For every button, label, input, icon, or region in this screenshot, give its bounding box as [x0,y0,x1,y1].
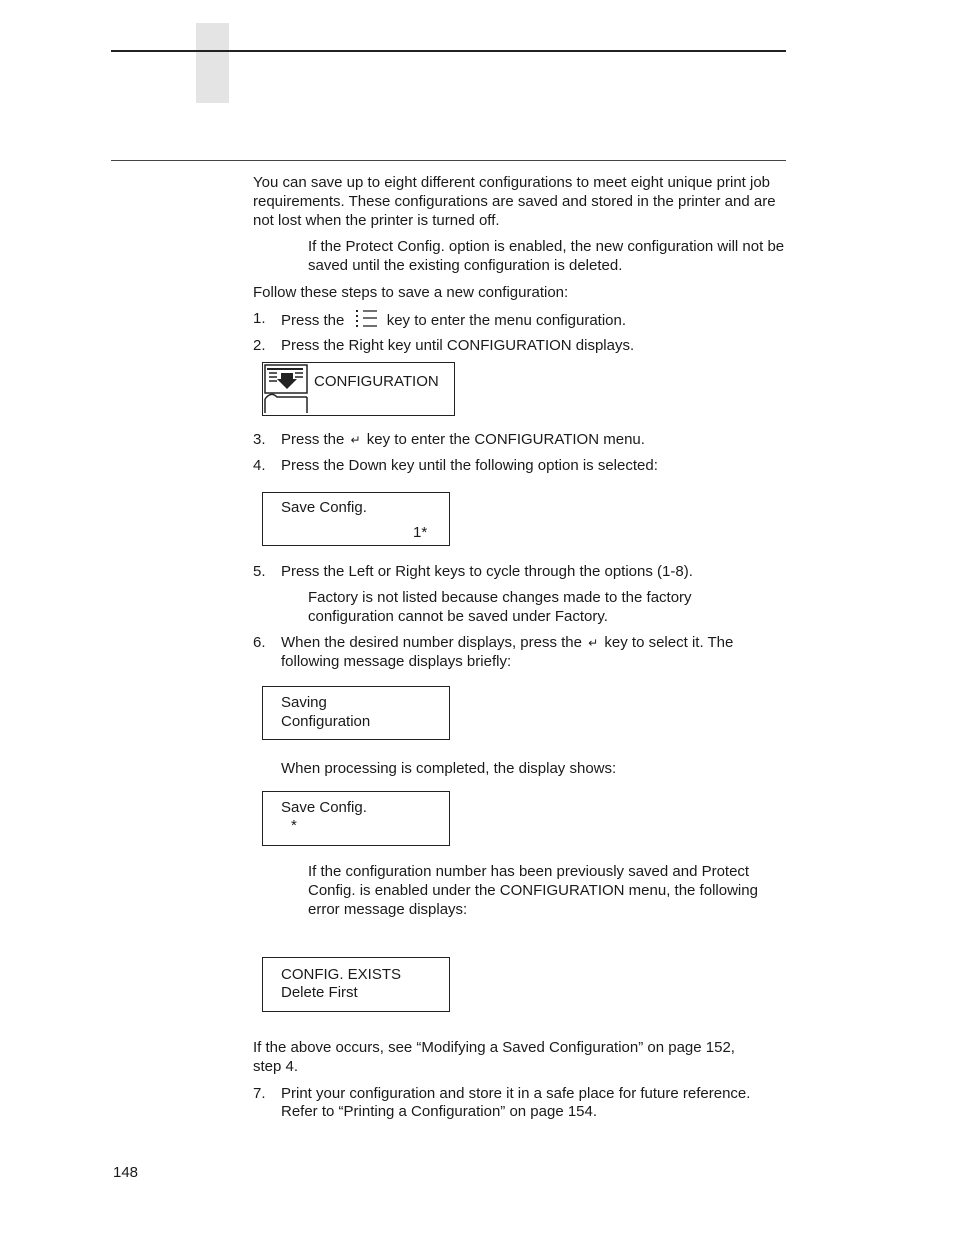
error-note: If the configuration number has been previously saved and Protect Config. is enabled under the CONFIGURATION menu, the following error message displays: [308,863,758,918]
step-1-after: key to enter the menu configuration. [386,312,627,329]
step-1-text [281,309,786,330]
step-7-number: 7. [253,1085,266,1102]
step-6-after: key to select it. The [604,634,734,651]
intro-paragraph: You can save up to eight different configurations to meet eight unique print job requirements. These configurations are saved and stored in the printer and are not lost when the printer is turned off. [253,174,776,229]
step-1-number: 1. [253,310,266,327]
save-config-result-line1: Save Config. [281,799,367,816]
save-config-display [262,492,450,546]
step-6-before: When the desired number displays, press the [281,634,582,651]
save-config-line2: 1* [413,524,428,541]
see-modifying-text: If the above occurs, see “Modifying a Saved Configuration” on page 152, step 4. [253,1039,735,1075]
saving-line2: Configuration [281,713,371,730]
saving-line1: Saving [281,694,327,711]
step-3-text [281,430,786,450]
protect-config-note: If the Protect Config. option is enabled, the new configuration will not be saved until the existing configuration is deleted. [308,238,785,274]
step-4-text: Press the Down key until the following option is selected: [281,457,658,474]
header-rule [111,50,786,52]
step-7-line1: Print your configuration and store it in a safe place for future reference. [281,1085,751,1102]
step-4-number: 4. [253,457,266,474]
configuration-display [262,362,455,416]
save-config-result-line2: * [291,817,297,834]
step-2-number: 2. [253,337,266,354]
step-5-text: Press the Left or Right keys to cycle through the options (1-8). [281,563,693,580]
enter-key-icon: ↵ [350,433,361,447]
step-6-text [281,633,786,653]
step-6-number: 6. [253,634,266,651]
saving-display [262,686,450,740]
config-exists-line2: Delete First [281,984,358,1001]
step-2-text: Press the Right key until CONFIGURATION displays. [281,337,635,354]
step-5-number: 5. [253,563,266,580]
config-exists-display [262,957,450,1012]
step-7-line2: Refer to “Printing a Configuration” on page 154. [281,1103,598,1120]
step-1-before: Press the [281,312,345,329]
configuration-display-text: CONFIGURATION [314,373,439,390]
processing-text: When processing is completed, the display shows: [281,760,617,777]
step-3-before: Press the [281,431,345,448]
follow-steps-text: Follow these steps to save a new configuration: [253,284,569,301]
factory-note: Factory is not listed because changes made to the factory configuration cannot be saved under Factory. [308,589,692,625]
step-3-number: 3. [253,431,266,448]
menu-list-icon [355,309,379,329]
step-3-after: key to enter the CONFIGURATION menu. [366,431,645,448]
chapter-tab-block [196,23,229,103]
save-config-result-display [262,791,450,846]
save-config-line1: Save Config. [281,499,367,516]
enter-key-icon: ↵ [588,636,599,650]
step-6-line2: following message displays briefly: [281,653,512,670]
configuration-menu-icon [263,363,311,415]
page-number: 148 [113,1164,139,1181]
section-rule [111,160,786,161]
config-exists-line1: CONFIG. EXISTS [281,966,402,983]
